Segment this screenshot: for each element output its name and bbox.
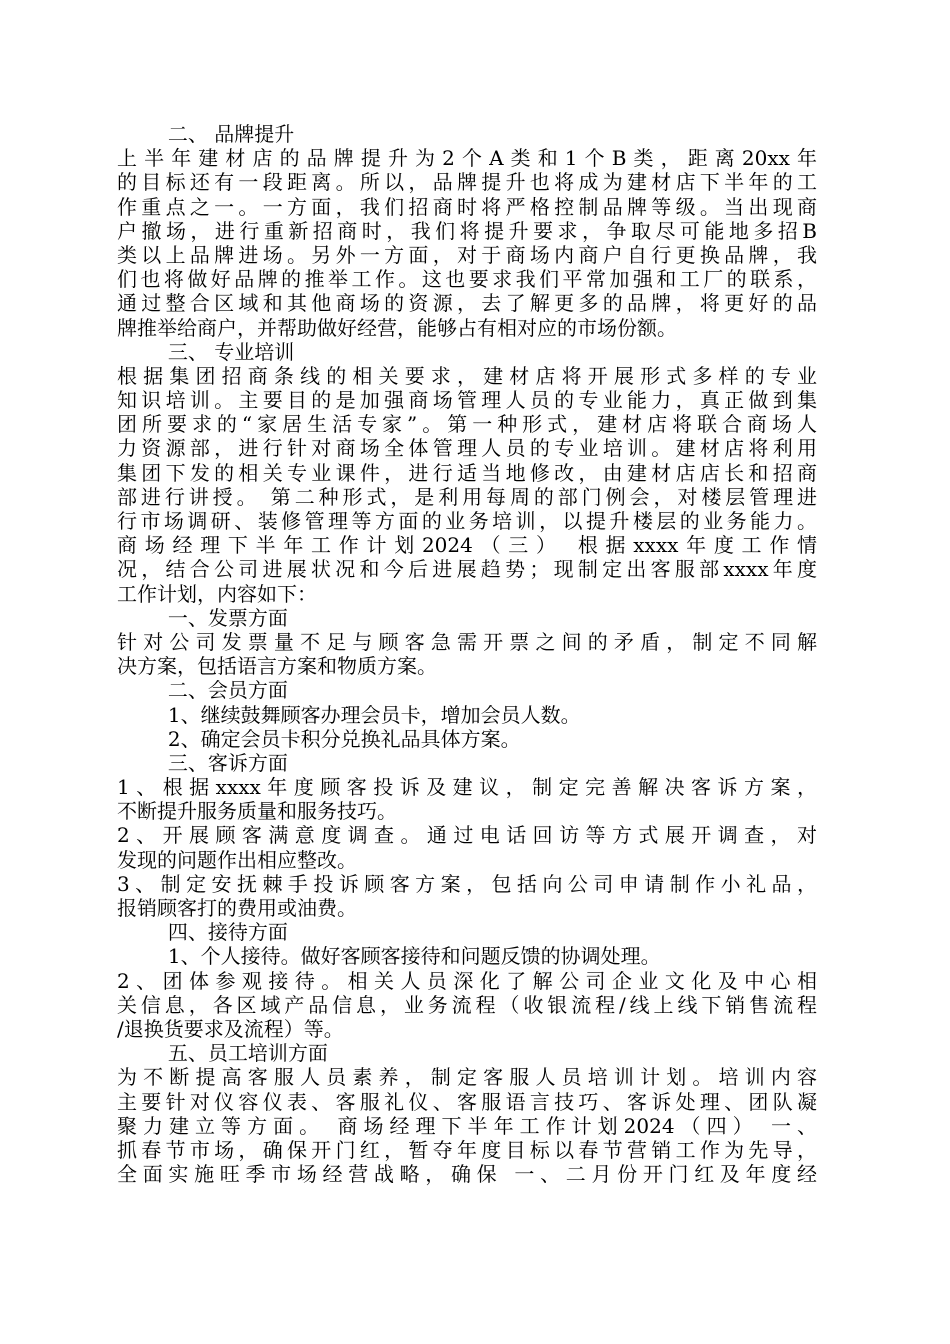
document-line: 二、 品牌提升	[117, 122, 295, 146]
document-line: 全面实施旺季市场经营战略，确保 一、二月份开门红及年度经	[117, 1162, 817, 1187]
document-line: 2、团体参观接待。相关人员深化了解公司企业文化及中心相	[117, 968, 817, 993]
document-line: 发现的问题作出相应整改。	[117, 847, 357, 872]
document-line: 不断提升服务质量和服务技巧。	[117, 799, 397, 824]
document-line: 力资源部，进行针对商场全体管理人员的专业培训。建材店将利用	[117, 436, 817, 461]
document-line: 关信息，各区域产品信息，业务流程（收银流程/线上线下销售流程	[117, 992, 817, 1017]
document-line: 类以上品牌进场。另外一方面，对于商场内商户自行更换品牌，我	[117, 242, 817, 267]
document-line: 三、 专业培训	[117, 339, 295, 364]
document-line: 四、接待方面	[117, 920, 288, 945]
document-line: 行市场调研、装修管理等方面的业务培训，以提升楼层的业务能力。	[117, 509, 817, 533]
document-line: 1、个人接待。做好客顾客接待和问题反馈的协调处理。	[117, 944, 661, 969]
document-line: 作重点之一。一方面，我们招商时将严格控制品牌等级。当出现商	[117, 194, 817, 219]
document-line: 2、开展顾客满意度调查。通过电话回访等方式展开调查，对	[117, 823, 817, 848]
document-line: 五、员工培训方面	[117, 1041, 328, 1066]
document-line: 们也将做好品牌的推举工作。这也要求我们平常加强和工厂的联系，	[117, 267, 817, 292]
document-line: 团所要求的“家居生活专家”。第一种形式，建材店将联合商场人	[117, 412, 817, 437]
document-body	[117, 122, 817, 1186]
document-line: 知识培训。主要目的是加强商场管理人员的专业能力，真正做到集	[117, 388, 817, 413]
document-line: 二、会员方面	[117, 678, 288, 703]
document-line: 况，结合公司进展状况和今后进展趋势；现制定出客服部xxxx年度	[117, 557, 817, 582]
document-line: 针对公司发票量不足与顾客急需开票之间的矛盾，制定不同解	[117, 629, 817, 654]
document-line: 商场经理下半年工作计划2024（三） 根据xxxx年度工作情	[117, 533, 817, 558]
document-line: 三、客诉方面	[117, 750, 288, 775]
document-line: 3、制定安抚棘手投诉顾客方案，包括向公司申请制作小礼品，	[117, 871, 817, 896]
document-line: 根据集团招商条线的相关要求，建材店将开展形式多样的专业	[117, 363, 817, 388]
document-line: 决方案，包括语言方案和物质方案。	[117, 654, 437, 679]
document-line: 为不断提高客服人员素养，制定客服人员培训计划。培训内容	[117, 1065, 817, 1090]
document-line: 牌推举给商户，并帮助做好经营，能够占有相对应的市场份额。	[117, 315, 677, 340]
document-line: 1、继续鼓舞顾客办理会员卡，增加会员人数。	[117, 702, 581, 727]
document-line: 1、根据xxxx年度顾客投诉及建议，制定完善解决客诉方案，	[117, 775, 817, 800]
document-line: 抓春节市场，确保开门红，暂夺年度目标以春节营销工作为先导，	[117, 1137, 817, 1162]
document-line: 集团下发的相关专业课件，进行适当地修改，由建材店店长和招商	[117, 460, 817, 485]
document-line: 聚力建立等方面。 商场经理下半年工作计划2024（四） 一、	[117, 1113, 817, 1138]
document-line: 上半年建材店的品牌提升为2个A类和1个B类，距离20xx年	[117, 146, 817, 171]
document-line: /退换货要求及流程）等。	[117, 1016, 344, 1041]
document-line: 一、发票方面	[117, 605, 288, 630]
document-line: 2、确定会员卡积分兑换礼品具体方案。	[117, 726, 521, 751]
document-line: 的目标还有一段距离。所以，品牌提升也将成为建材店下半年的工	[117, 170, 817, 195]
document-line: 主要针对仪容仪表、客服礼仪、客服语言技巧、客诉处理、团队凝	[117, 1089, 817, 1114]
document-line: 工作计划，内容如下：	[117, 581, 317, 606]
document-line: 报销顾客打的费用或油费。	[117, 896, 357, 920]
document-line: 通过整合区域和其他商场的资源，去了解更多的品牌，将更好的品	[117, 291, 817, 316]
document-line: 户撤场，进行重新招商时，我们将提升要求，争取尽可能地多招B	[117, 218, 817, 243]
document-line: 部进行讲授。 第二种形式，是利用每周的部门例会，对楼层管理进	[117, 484, 817, 509]
